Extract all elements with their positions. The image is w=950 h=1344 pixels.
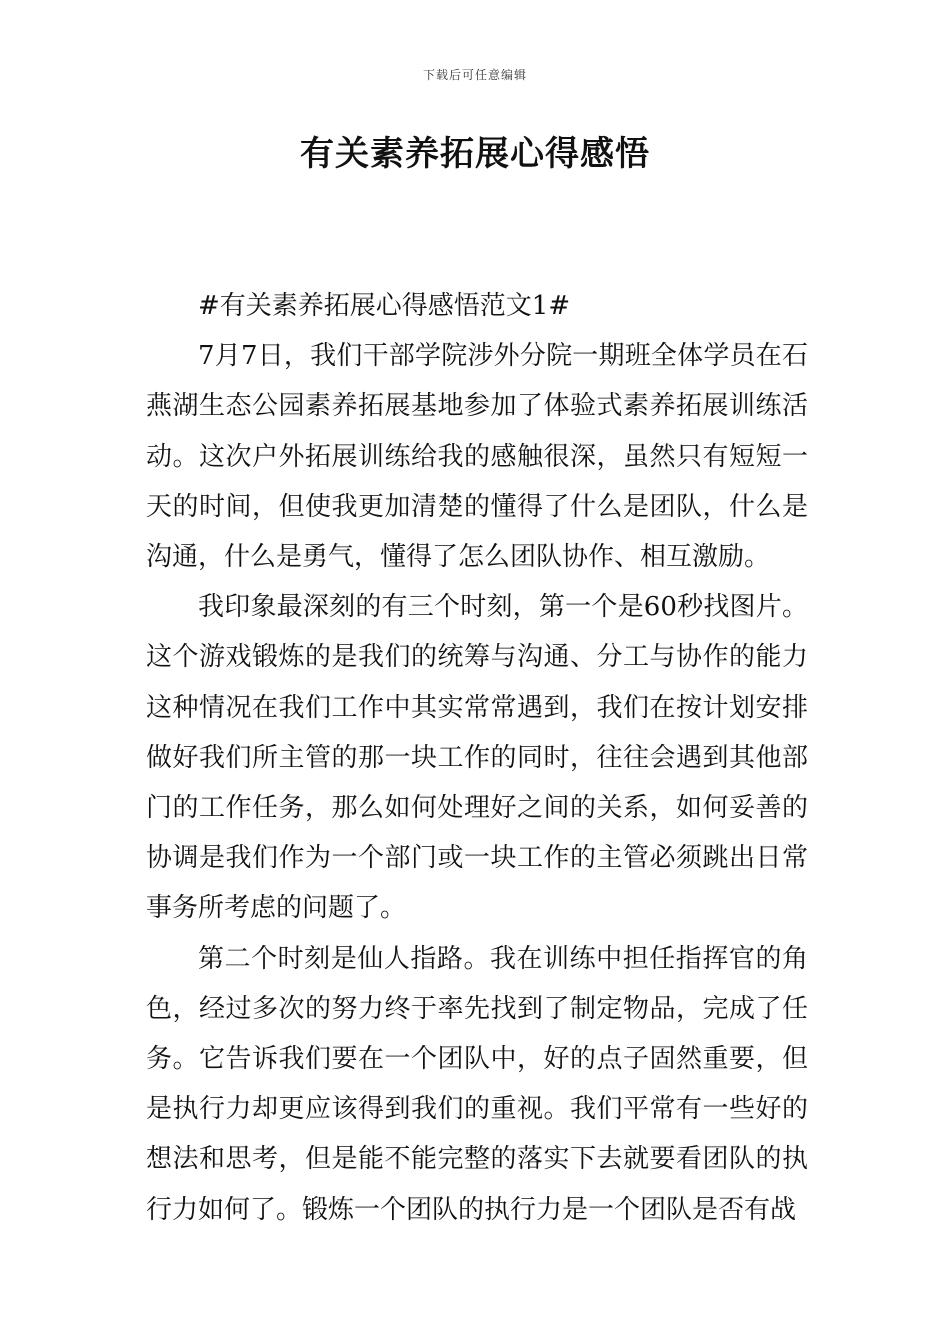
- document-title: 有关素养拓展心得感悟: [300, 134, 650, 174]
- section-heading: #有关素养拓展心得感悟范文1#: [198, 291, 571, 321]
- paragraph: 我印象最深刻的有三个时刻，第一个是60秒找图片。这个游戏锻炼的是我们的统筹与沟通、分工与协作的能力这种情况在我们工作中其实常常遇到，我们在按计划安排做好我们所主管的那一块工作的同时，往往会遇到其他部门的工作任务，那么如何处理好之间的关系，如何妥善的协调是我们作为一个部门或一块工作的主管必须跳出日常事务所考虑的问题了。: [146, 592, 808, 924]
- paragraph: 第二个时刻是仙人指路。我在训练中担任指挥官的角色，经过多次的努力终于率先找到了制定物品，完成了任务。它告诉我们要在一个团队中，好的点子固然重要，但是执行力却更应该得到我们的重视。我们平常有一些好的想法和思考，但是能不能完整的落实下去就要看团队的执行力如何了。锻炼一个团队的执行力是一个团队是否有战: [146, 943, 808, 1225]
- paragraph: 7月7日，我们干部学院涉外分院一期班全体学员在石燕湖生态公园素养拓展基地参加了体验式素养拓展训练活动。这次户外拓展训练给我的感触很深，虽然只有短短一天的时间，但使我更加清楚的懂得了什么是团队，什么是沟通，什么是勇气，懂得了怎么团队协作、相互激励。: [146, 341, 808, 573]
- document-body: [146, 281, 808, 1235]
- header-note: 下载后可任意编辑: [422, 68, 527, 82]
